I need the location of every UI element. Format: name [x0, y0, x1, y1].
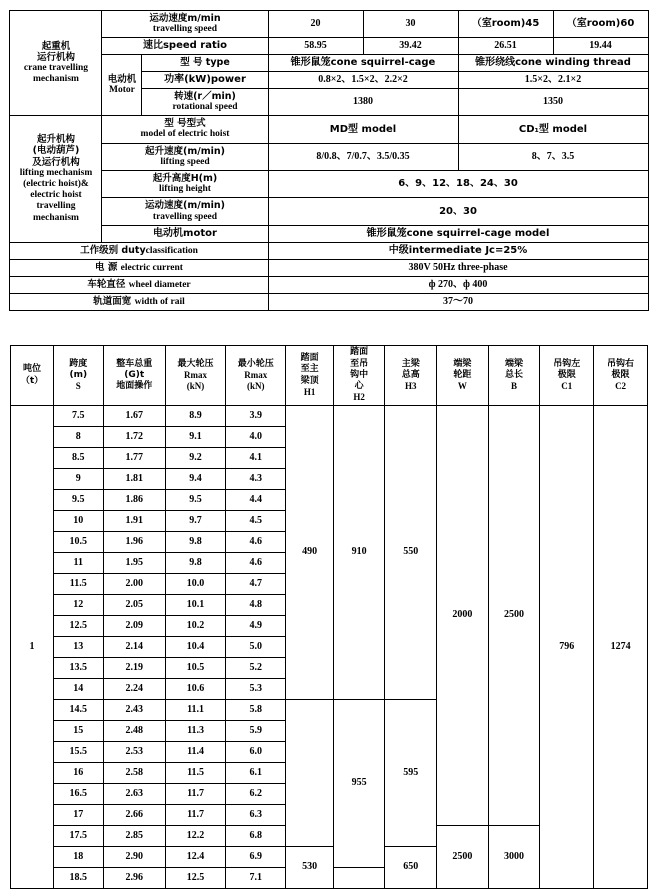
hoist-travel-speed-label: 运动速度(m/min) travelling speed	[102, 198, 268, 225]
cell-span: 10	[54, 510, 103, 531]
cell-weight: 2.14	[103, 636, 165, 657]
document-page	[0, 10, 658, 889]
cell-weight: 2.19	[103, 657, 165, 678]
motor-sub-label: 电动机 Motor	[102, 55, 142, 116]
table-row	[10, 55, 648, 72]
header-span: 跨度 (m) S	[54, 346, 103, 405]
cell-h3-top: 550	[385, 405, 437, 699]
electric-current-label: 电 源 electric current	[10, 259, 268, 276]
cell-rmin: 5.9	[226, 720, 286, 741]
cell-rmin: 4.5	[226, 510, 286, 531]
cell-rmax: 12.4	[165, 846, 225, 867]
duty-class-label: 工作级别 dutyclassification	[10, 242, 268, 259]
cell-rmin: 4.0	[226, 426, 286, 447]
cell-rmax: 10.0	[165, 573, 225, 594]
motor-rpm-right: 1350	[458, 88, 648, 115]
header-c1: 吊钩左 极限 C1	[540, 346, 594, 405]
speed-ratio-v1: 58.95	[268, 38, 363, 55]
cell-rmin: 4.1	[226, 447, 286, 468]
cell-rmax: 10.6	[165, 678, 225, 699]
header-c2: 吊钩右 极限 C2	[594, 346, 648, 405]
cell-span: 7.5	[54, 405, 103, 426]
header-h1: 踏面 至主 梁顶 H1	[286, 346, 333, 405]
motor-power-label: 功率(kW)power	[142, 72, 268, 89]
hoist-travel-speed-value: 20、30	[268, 198, 648, 225]
cell-weight: 2.58	[103, 762, 165, 783]
cell-span: 11.5	[54, 573, 103, 594]
cell-rmin: 5.0	[226, 636, 286, 657]
cell-rmin: 5.3	[226, 678, 286, 699]
header-total-weight: 整车总重 (G)t 地面操作	[103, 346, 165, 405]
motor-power-left: 0.8×2、1.5×2、2.2×2	[268, 72, 458, 89]
cell-span: 12	[54, 594, 103, 615]
cell-rmax: 10.2	[165, 615, 225, 636]
cell-rmax: 9.7	[165, 510, 225, 531]
cell-rmin: 6.0	[226, 741, 286, 762]
cell-rmin: 6.1	[226, 762, 286, 783]
cell-h1-bottom: 530	[286, 846, 333, 888]
cell-span: 8	[54, 426, 103, 447]
cell-span: 13	[54, 636, 103, 657]
hoist-motor-value: 锥形鼠笼cone squirrel-cage model	[268, 225, 648, 242]
cell-rmax: 9.8	[165, 531, 225, 552]
cell-weight: 2.53	[103, 741, 165, 762]
travelling-speed-label: 运动速度m/min travelling speed	[102, 11, 268, 38]
cell-c2: 1274	[594, 405, 648, 888]
table-row	[10, 171, 648, 198]
lifting-speed-label: 起升速度(m/min) lifting speed	[102, 143, 268, 170]
cell-weight: 1.77	[103, 447, 165, 468]
cell-c1: 796	[540, 405, 594, 888]
electric-current-value: 380V 50Hz three-phase	[268, 259, 648, 276]
motor-power-right: 1.5×2、2.1×2	[458, 72, 648, 89]
cell-rmax: 11.3	[165, 720, 225, 741]
cell-weight: 2.24	[103, 678, 165, 699]
cell-span: 9	[54, 468, 103, 489]
motor-rpm-left: 1380	[268, 88, 458, 115]
cell-rmax: 9.2	[165, 447, 225, 468]
cell-h2-top: 910	[333, 405, 385, 699]
cell-span: 18.5	[54, 867, 103, 888]
hoist-motor-label: 电动机motor	[102, 225, 268, 242]
cell-span: 17	[54, 804, 103, 825]
table-header-row	[11, 346, 648, 405]
speed-ratio-label: 速比speed ratio	[102, 38, 268, 55]
cell-rmax: 11.4	[165, 741, 225, 762]
hoist-group-label: 起升机构 (电动葫芦) 及运行机构 lifting mechanism (electric hoist)& electric hoist travelling mechanism	[10, 116, 102, 242]
cell-h1-top: 490	[286, 405, 333, 699]
motor-type-left: 锥形鼠笼cone squirrel-cage	[268, 55, 458, 72]
lifting-speed-right: 8、7、3.5	[458, 143, 648, 170]
cell-rmax: 11.7	[165, 804, 225, 825]
cell-rmin: 4.3	[226, 468, 286, 489]
header-max-wheel-load: 最大轮压 Rmax (kN)	[165, 346, 225, 405]
cell-b-bottom: 3000	[488, 825, 540, 888]
header-w: 端梁 轮距 W	[437, 346, 489, 405]
table-row	[10, 225, 648, 242]
lifting-speed-left: 8/0.8、7/0.7、3.5/0.35	[268, 143, 458, 170]
cell-rmax: 10.5	[165, 657, 225, 678]
cell-span: 14	[54, 678, 103, 699]
cell-rmin: 5.2	[226, 657, 286, 678]
cell-rmax: 10.4	[165, 636, 225, 657]
hoist-model-left: MD型 model	[268, 116, 458, 143]
cell-weight: 2.48	[103, 720, 165, 741]
motor-rotational-speed-label: 转速(r／min) rotational speed	[142, 88, 268, 115]
cell-rmin: 4.8	[226, 594, 286, 615]
cell-rmin: 7.1	[226, 867, 286, 888]
cell-rmin: 4.4	[226, 489, 286, 510]
table-row	[10, 294, 648, 311]
cell-rmax: 11.5	[165, 762, 225, 783]
cell-span: 18	[54, 846, 103, 867]
cell-weight: 2.90	[103, 846, 165, 867]
cell-rmax: 9.1	[165, 426, 225, 447]
cell-h2-bottom-cont	[333, 867, 385, 888]
motor-type-label: 型 号 type	[142, 55, 268, 72]
cell-weight: 2.85	[103, 825, 165, 846]
cell-rmax: 11.7	[165, 783, 225, 804]
table-row	[10, 116, 648, 143]
cell-span: 15	[54, 720, 103, 741]
header-min-wheel-load: 最小轮压 Rmax (kN)	[226, 346, 286, 405]
cell-rmin: 4.6	[226, 531, 286, 552]
cell-rmax: 12.2	[165, 825, 225, 846]
header-h3: 主梁 总高 H3	[385, 346, 437, 405]
cell-h3-mid: 595	[385, 699, 437, 846]
cell-rmax: 10.1	[165, 594, 225, 615]
table-row	[10, 277, 648, 294]
cell-span: 13.5	[54, 657, 103, 678]
speed-ratio-v3: 26.51	[458, 38, 553, 55]
cell-weight: 2.43	[103, 699, 165, 720]
hoist-model-label: 型 号型式 model of electric hoist	[102, 116, 268, 143]
cell-rmax: 9.5	[165, 489, 225, 510]
cell-h1-top-cont	[286, 699, 333, 846]
table-row	[10, 242, 648, 259]
lifting-height-label: 起升高度H(m) lifting height	[102, 171, 268, 198]
header-h2: 踏面 至吊 钩中 心 H2	[333, 346, 385, 405]
travelling-speed-v3: （室room)45	[458, 11, 553, 38]
cell-rmin: 4.9	[226, 615, 286, 636]
cell-weight: 1.96	[103, 531, 165, 552]
specification-table	[9, 10, 648, 311]
travelling-speed-v1: 20	[268, 11, 363, 38]
cell-w-top: 2000	[437, 405, 489, 825]
cell-weight: 2.96	[103, 867, 165, 888]
cell-span: 15.5	[54, 741, 103, 762]
cell-rmin: 6.8	[226, 825, 286, 846]
cell-rmax: 12.5	[165, 867, 225, 888]
cell-span: 11	[54, 552, 103, 573]
header-tonnage: 吨位 （t）	[11, 346, 54, 405]
cell-rmin: 3.9	[226, 405, 286, 426]
cell-tonnage: 1	[11, 405, 54, 888]
cell-weight: 2.09	[103, 615, 165, 636]
cell-span: 8.5	[54, 447, 103, 468]
cell-weight: 1.86	[103, 489, 165, 510]
cell-weight: 2.63	[103, 783, 165, 804]
cell-span: 12.5	[54, 615, 103, 636]
table-row	[10, 143, 648, 170]
cell-weight: 2.66	[103, 804, 165, 825]
motor-type-right: 锥形绕线cone winding thread	[458, 55, 648, 72]
speed-ratio-v4: 19.44	[553, 38, 648, 55]
wheel-diameter-value: ф 270、ф 400	[268, 277, 648, 294]
travelling-speed-v2: 30	[363, 11, 458, 38]
cell-rmin: 6.2	[226, 783, 286, 804]
cell-rmin: 6.3	[226, 804, 286, 825]
cell-weight: 1.81	[103, 468, 165, 489]
table-row	[11, 405, 648, 426]
cell-span: 17.5	[54, 825, 103, 846]
header-b: 端梁 总长 B	[488, 346, 540, 405]
crane-group-label: 起重机 运行机构 crane travelling mechanism	[10, 11, 102, 116]
cell-weight: 1.72	[103, 426, 165, 447]
cell-rmin: 4.7	[226, 573, 286, 594]
cell-rmin: 5.8	[226, 699, 286, 720]
cell-rmin: 4.6	[226, 552, 286, 573]
travelling-speed-v4: （室room)60	[553, 11, 648, 38]
cell-span: 14.5	[54, 699, 103, 720]
cell-rmin: 6.9	[226, 846, 286, 867]
cell-rmax: 9.8	[165, 552, 225, 573]
cell-b-top: 2500	[488, 405, 540, 825]
cell-span: 16.5	[54, 783, 103, 804]
cell-weight: 2.00	[103, 573, 165, 594]
speed-ratio-v2: 39.42	[363, 38, 458, 55]
cell-weight: 1.67	[103, 405, 165, 426]
cell-span: 9.5	[54, 489, 103, 510]
dimension-data-table	[10, 345, 648, 888]
cell-weight: 2.05	[103, 594, 165, 615]
cell-rmax: 9.4	[165, 468, 225, 489]
cell-span: 10.5	[54, 531, 103, 552]
cell-w-bottom: 2500	[437, 825, 489, 888]
cell-h3-bottom: 650	[385, 846, 437, 888]
table-row	[10, 259, 648, 276]
wheel-diameter-label: 车轮直径 wheel diameter	[10, 277, 268, 294]
rail-width-value: 37～70	[268, 294, 648, 311]
duty-class-value: 中级intermediate Jc=25%	[268, 242, 648, 259]
cell-span: 16	[54, 762, 103, 783]
cell-weight: 1.95	[103, 552, 165, 573]
cell-weight: 1.91	[103, 510, 165, 531]
cell-rmax: 8.9	[165, 405, 225, 426]
hoist-model-right: CD₁型 model	[458, 116, 648, 143]
table-row	[10, 198, 648, 225]
table-row	[10, 38, 648, 55]
rail-width-label: 轨道面宽 width of rail	[10, 294, 268, 311]
cell-rmax: 11.1	[165, 699, 225, 720]
table-gap	[0, 311, 658, 345]
lifting-height-value: 6、9、12、18、24、30	[268, 171, 648, 198]
table-row	[10, 11, 648, 38]
cell-h2-bottom: 955	[333, 699, 385, 867]
